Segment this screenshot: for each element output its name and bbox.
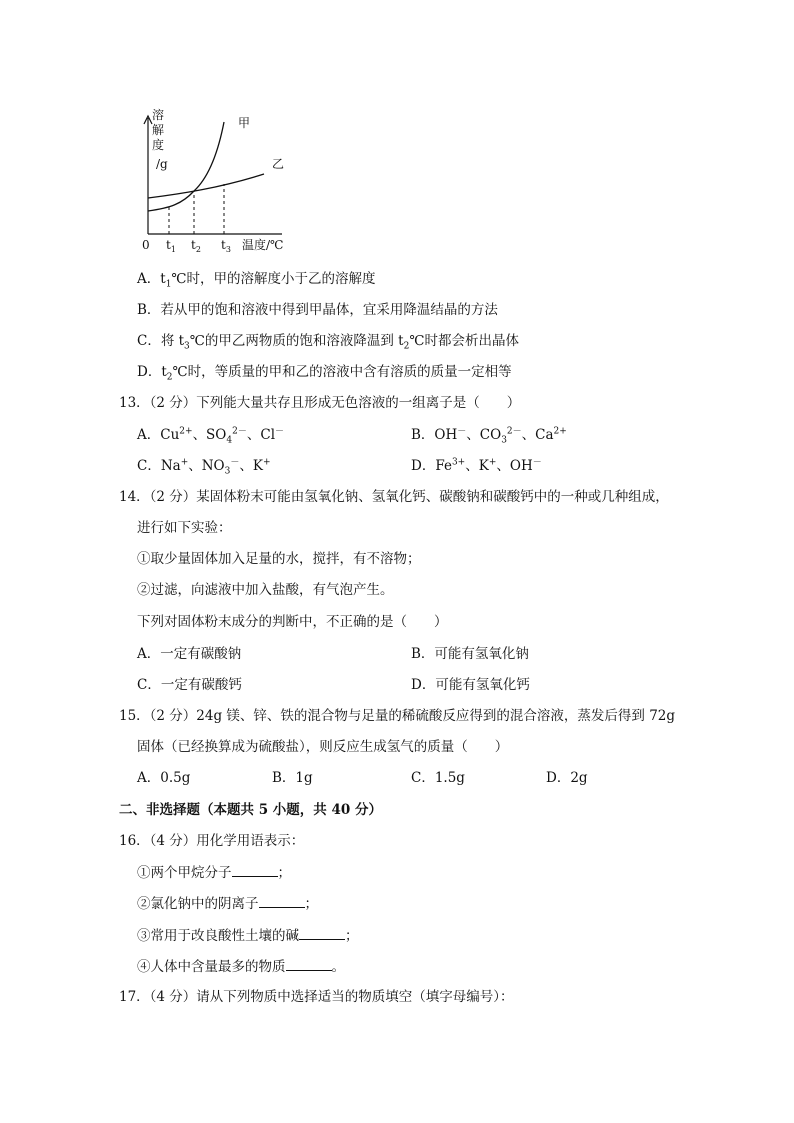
- t3-label: $t_3$: [221, 238, 231, 254]
- q14-option-d: D．可能有氢氧化钙: [411, 677, 530, 693]
- q15-option-b: B．1g: [272, 770, 313, 786]
- q15-stem-line-2: 固体（已经换算成为硫酸盐），则反应生成氢气的质量（ ）: [137, 739, 509, 755]
- q16-item-3: ③常用于改良酸性土壤的碱 ；: [137, 928, 359, 944]
- y-label-char-4: /g: [156, 157, 168, 171]
- q15-stem-line-1: 15．（2 分）24g 镁、锌、铁的混合物与足量的稀硫酸反应得到的混合溶液，蒸发后得到 72g: [119, 708, 676, 724]
- q12-option-c: C．将 $t_3℃$的甲乙两物质的饱和溶液降温到 $t_2℃$时都会析出晶体: [137, 333, 519, 352]
- y-label-char-3: 度: [152, 138, 165, 152]
- curve-jia-label: 甲: [238, 116, 251, 130]
- answer-blank-2[interactable]: [259, 894, 305, 908]
- q15-option-a: A．0.5g: [137, 770, 191, 786]
- q13-option-b: B．OH－、$CO_3^{2-}$、$Ca^{2+}$: [411, 426, 567, 446]
- curve-yi-label: 乙: [272, 157, 285, 171]
- q14-step-1: ①取少量固体加入足量的水，搅拌，有不溶物；: [137, 551, 421, 567]
- y-label-char-2: 解: [152, 123, 165, 137]
- q16-item-2: ②氯化钠中的阴离子 ；: [137, 896, 318, 912]
- answer-blank-4[interactable]: [286, 957, 332, 971]
- q17-stem: 17．（4 分）请从下列物质中选择适当的物质填空（填字母编号）：: [119, 989, 514, 1005]
- section-2-heading: 二、非选择题（本题共 5 小题，共 40 分）: [119, 802, 382, 818]
- q14-option-b: B．可能有氢氧化钠: [411, 646, 529, 662]
- q14-step-2: ②过滤，向滤液中加入盐酸，有气泡产生。: [137, 582, 394, 598]
- q13-stem: 13．（2 分）下列能大量共存且形成无色溶液的一组离子是（ ）: [119, 395, 521, 411]
- origin-label: 0: [142, 238, 150, 252]
- q13-option-c: C．Na+、$NO_3^-$、K+: [137, 457, 271, 477]
- q16-item-4: ④人体中含量最多的物质 。: [137, 959, 345, 975]
- q12-option-a: A．$t_1℃$时，甲的溶解度小于乙的溶解度: [137, 271, 376, 290]
- y-label-char-1: 溶: [152, 108, 165, 122]
- curve-yi: [148, 174, 264, 198]
- q13-option-a: A．$Cu^{2+}$、$SO_4^{2-}$、Cl－: [137, 426, 285, 446]
- q16-stem: 16．（4 分）用化学用语表示：: [119, 833, 305, 849]
- answer-blank-3[interactable]: [299, 926, 345, 940]
- q16-item-1: ①两个甲烷分子 ；: [137, 865, 291, 881]
- q15-option-d: D．2g: [546, 770, 588, 786]
- q14-option-c: C．一定有碳酸钙: [137, 677, 242, 693]
- q15-option-c: C．1.5g: [411, 770, 465, 786]
- q12-option-d: D．$t_2℃$时，等质量的甲和乙的溶液中含有溶质的质量一定相等: [137, 364, 512, 383]
- solubility-graph: [130, 108, 290, 258]
- q14-question: 下列对固体粉末成分的判断中，不正确的是（ ）: [137, 614, 448, 630]
- t1-label: $t_1$: [166, 238, 176, 254]
- q14-option-a: A．一定有碳酸钠: [137, 646, 242, 662]
- q13-option-d: D．$Fe^{3+}$、K+、OH－: [411, 457, 542, 474]
- q14-stem-line-2: 进行如下实验：: [137, 520, 232, 536]
- x-axis-label: 温度/℃: [242, 238, 284, 252]
- t2-label: $t_2$: [191, 238, 201, 254]
- answer-blank-1[interactable]: [232, 863, 278, 877]
- q14-stem-line-1: 14．（2 分）某固体粉末可能由氢氧化钠、氢氧化钙、碳酸钠和碳酸钙中的一种或几种组成，: [119, 489, 669, 505]
- q12-option-b: B．若从甲的饱和溶液中得到甲晶体，宜采用降温结晶的方法: [137, 302, 498, 318]
